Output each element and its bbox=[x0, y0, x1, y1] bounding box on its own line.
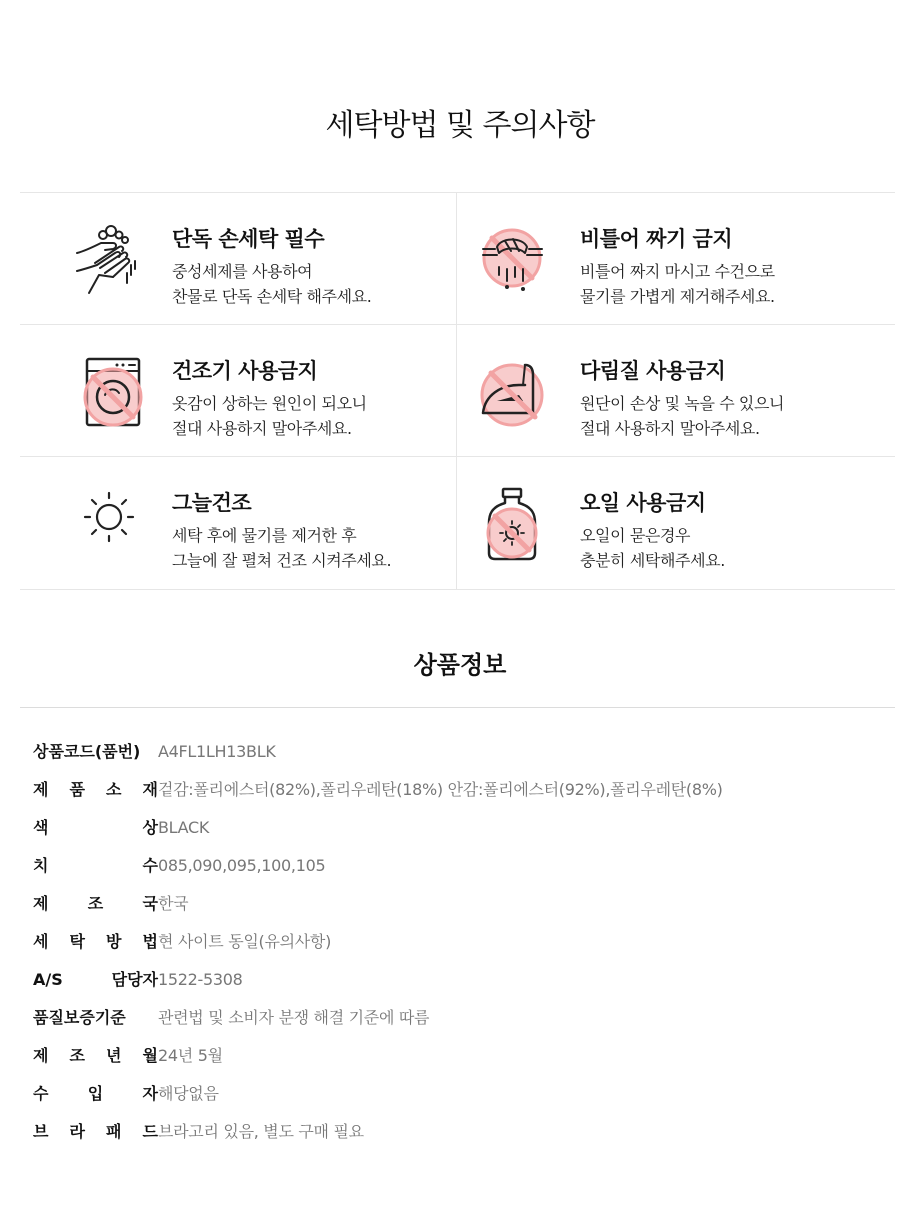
care-item-no-wring bbox=[457, 193, 894, 324]
care-row bbox=[20, 457, 895, 590]
info-row bbox=[33, 1044, 793, 1068]
info-label bbox=[33, 968, 158, 992]
info-label-char: 수 bbox=[33, 1084, 49, 1103]
info-label-char: 드 bbox=[142, 1122, 158, 1141]
info-value: 브라고리 있음, 별도 구매 필요 bbox=[158, 1122, 364, 1141]
info-label-char: 조 bbox=[69, 1046, 85, 1065]
info-label-char: 조 bbox=[87, 894, 104, 913]
no-iron-icon bbox=[475, 355, 550, 430]
info-label: 상품코드(품번) bbox=[33, 742, 141, 761]
info-label-char: 월 bbox=[142, 1046, 158, 1065]
info-row bbox=[33, 816, 793, 840]
info-label bbox=[33, 1044, 158, 1068]
care-row bbox=[20, 193, 895, 325]
care-item-no-oil bbox=[457, 457, 894, 589]
care-item-title: 오일 사용금지 bbox=[580, 491, 706, 515]
care-item-no-iron bbox=[457, 325, 894, 456]
care-row bbox=[20, 325, 895, 457]
care-item-no-dryer bbox=[20, 325, 457, 456]
info-label bbox=[33, 930, 158, 954]
care-item-desc: 물기를 가볍게 제거해주세요. bbox=[580, 287, 775, 306]
info-label-char: 법 bbox=[142, 932, 158, 951]
info-value: 24년 5월 bbox=[158, 1046, 223, 1065]
care-item-desc: 비틀어 짜지 마시고 수건으로 bbox=[580, 262, 775, 281]
info-label-char: A/S bbox=[33, 970, 63, 989]
info-value: 085,090,095,100,105 bbox=[158, 856, 326, 875]
info-label-char: 품 bbox=[69, 780, 85, 799]
no-dryer-icon bbox=[75, 355, 150, 430]
care-item-shade-dry bbox=[20, 457, 457, 589]
care-title: 세탁방법 및 주의사항 bbox=[325, 108, 595, 143]
care-item-title: 다림질 사용금지 bbox=[580, 359, 726, 383]
care-item-desc: 그늘에 잘 펼쳐 건조 시켜주세요. bbox=[172, 551, 392, 570]
info-row bbox=[33, 1006, 793, 1030]
info-label-char: 재 bbox=[142, 780, 158, 799]
divider bbox=[20, 707, 895, 708]
care-item-desc: 옷감이 상하는 원인이 되오니 bbox=[172, 394, 367, 413]
info-label-char: 탁 bbox=[69, 932, 85, 951]
info-label-char: 제 bbox=[33, 1046, 49, 1065]
info-row bbox=[33, 930, 793, 954]
care-item-desc: 절대 사용하지 말아주세요. bbox=[172, 419, 352, 438]
info-value: A4FL1LH13BLK bbox=[158, 742, 276, 761]
care-item-title: 단독 손세탁 필수 bbox=[172, 227, 325, 251]
info-label-char: 수 bbox=[142, 856, 158, 875]
info-label-char: 자 bbox=[142, 1084, 158, 1103]
info-label-char: 패 bbox=[106, 1122, 122, 1141]
shade-dry-icon bbox=[75, 487, 150, 562]
no-oil-icon bbox=[475, 487, 550, 562]
care-item-hand-wash bbox=[20, 193, 457, 324]
info-label: 품질보증기준 bbox=[33, 1008, 126, 1027]
hand-wash-icon bbox=[75, 223, 150, 298]
product-info-title: 상품정보 bbox=[413, 651, 507, 679]
info-label-char: 치 bbox=[33, 856, 49, 875]
info-value: BLACK bbox=[158, 818, 210, 837]
info-label bbox=[33, 854, 158, 878]
info-label-char: 제 bbox=[33, 894, 49, 913]
care-grid bbox=[20, 192, 895, 590]
info-label-char: 방 bbox=[106, 932, 122, 951]
care-item-desc: 찬물로 단독 손세탁 해주세요. bbox=[172, 287, 372, 306]
care-item-desc: 절대 사용하지 말아주세요. bbox=[580, 419, 760, 438]
info-label-char: 소 bbox=[106, 780, 122, 799]
care-item-desc: 오일이 묻은경우 bbox=[580, 526, 691, 545]
info-value: 겉감:폴리에스터(82%),폴리우레탄(18%) 안감:폴리에스터(92%),폴리우레탄(8%) bbox=[158, 780, 723, 799]
care-item-desc: 원단이 손상 및 녹을 수 있으니 bbox=[580, 394, 785, 413]
info-label-char: 라 bbox=[69, 1122, 85, 1141]
info-row bbox=[33, 968, 793, 992]
info-row bbox=[33, 740, 793, 764]
info-label-char: 년 bbox=[106, 1046, 122, 1065]
info-row bbox=[33, 1120, 793, 1144]
care-item-desc: 충분히 세탁해주세요. bbox=[580, 551, 725, 570]
info-label-char: 국 bbox=[142, 894, 158, 913]
info-value: 한국 bbox=[158, 894, 189, 913]
info-label-char: 브 bbox=[33, 1122, 49, 1141]
info-value: 현 사이트 동일(유의사항) bbox=[158, 932, 332, 951]
care-item-desc: 세탁 후에 물기를 제거한 후 bbox=[172, 526, 357, 545]
info-label bbox=[33, 778, 158, 802]
info-value: 1522-5308 bbox=[158, 970, 243, 989]
info-label bbox=[33, 816, 158, 840]
info-label-char: 세 bbox=[33, 932, 49, 951]
care-item-title: 비틀어 짜기 금지 bbox=[580, 227, 733, 251]
info-value: 해당없음 bbox=[158, 1084, 219, 1103]
info-label bbox=[33, 892, 158, 916]
info-row bbox=[33, 1082, 793, 1106]
info-label-char: 색 bbox=[33, 818, 49, 837]
info-label-char: 상 bbox=[142, 818, 158, 837]
care-item-title: 그늘건조 bbox=[172, 491, 252, 515]
info-label-char: 제 bbox=[33, 780, 49, 799]
info-row bbox=[33, 892, 793, 916]
info-row bbox=[33, 854, 793, 878]
info-label-char: 입 bbox=[87, 1084, 104, 1103]
info-label bbox=[33, 1120, 158, 1144]
care-item-desc: 중성세제를 사용하여 bbox=[172, 262, 313, 281]
product-info-table bbox=[33, 740, 793, 1158]
info-row bbox=[33, 778, 793, 802]
info-label-char: 담당자 bbox=[111, 970, 158, 989]
no-wring-icon bbox=[475, 223, 550, 298]
info-label bbox=[33, 1082, 158, 1106]
care-item-title: 건조기 사용금지 bbox=[172, 359, 318, 383]
info-value: 관련법 및 소비자 분쟁 해결 기준에 따름 bbox=[158, 1008, 430, 1027]
